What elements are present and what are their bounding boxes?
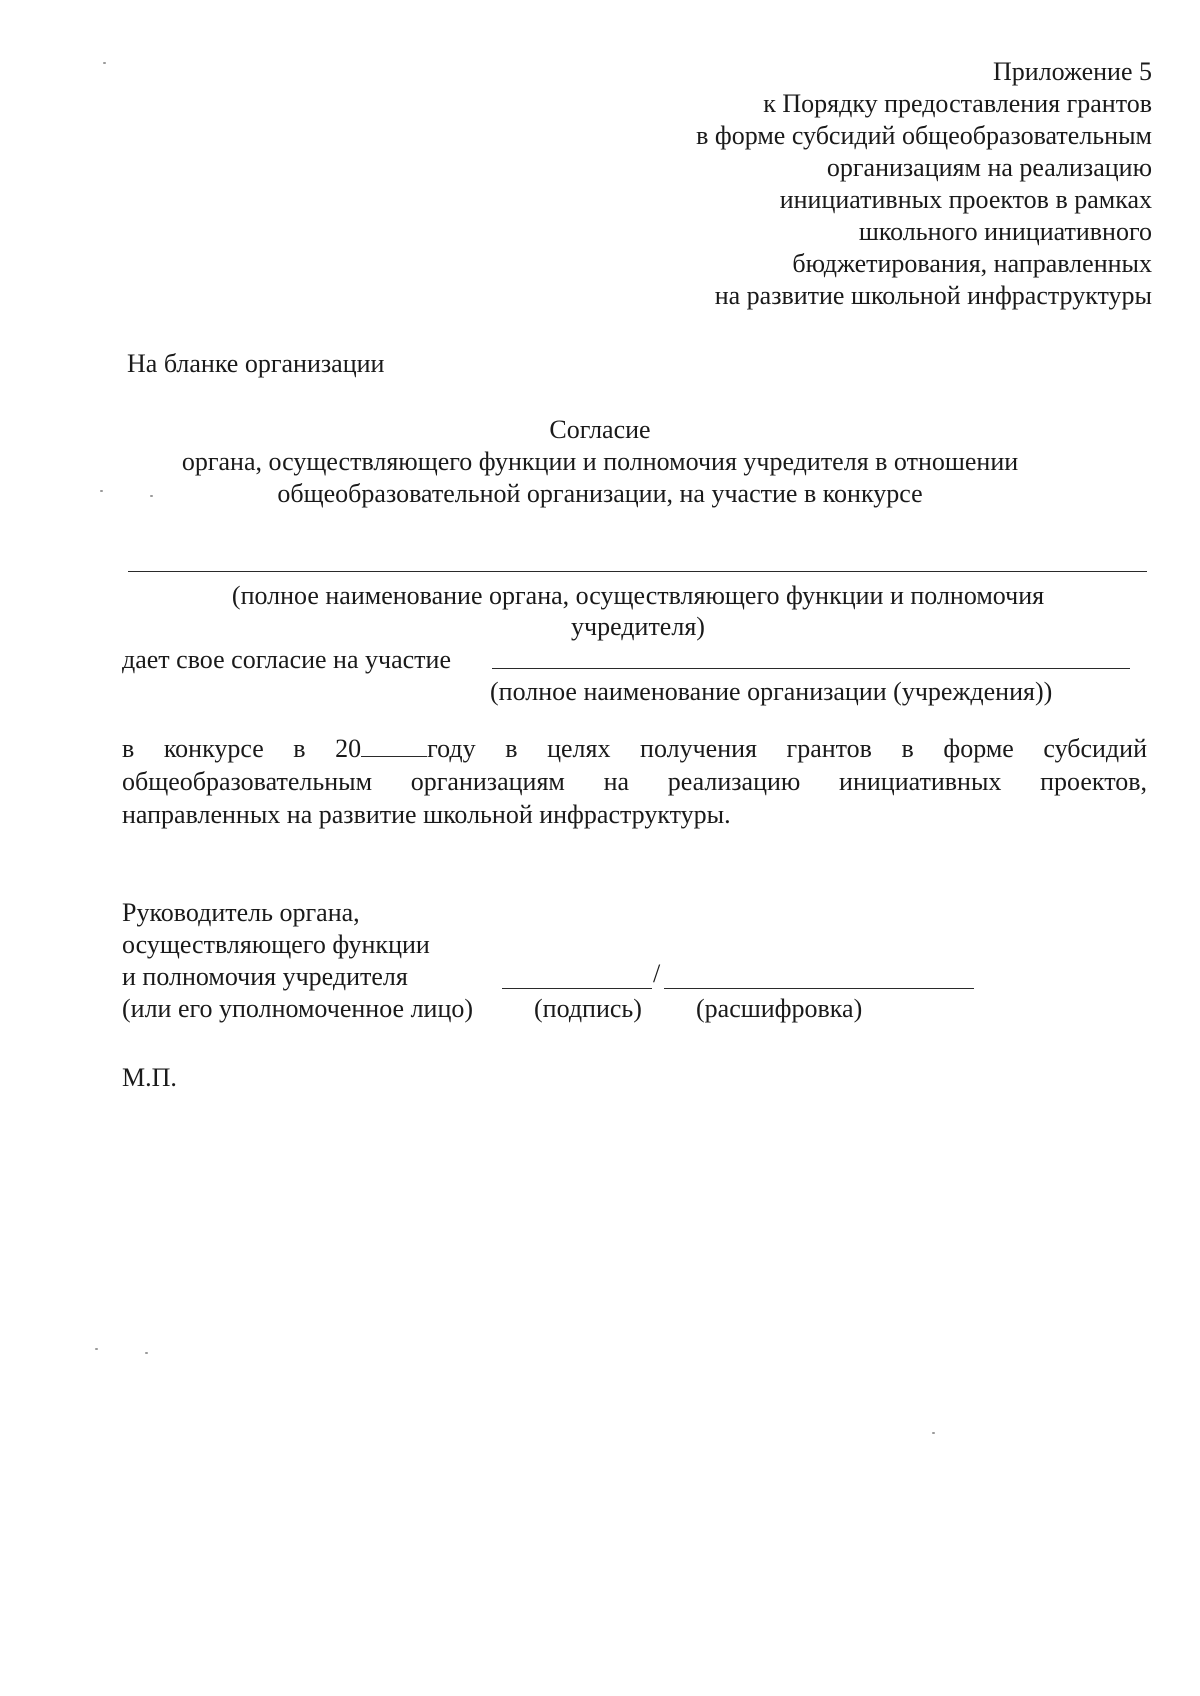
scan-speck (95, 1348, 98, 1350)
signature-separator: / (653, 959, 661, 988)
scan-speck (145, 1352, 148, 1354)
letterhead-note: На бланке организации (127, 349, 385, 378)
signature-label-line1: Руководитель органа, (122, 898, 360, 927)
appendix-line: в форме субсидий общеобразовательным (696, 121, 1152, 150)
stamp-place-label: М.П. (122, 1063, 177, 1092)
appendix-line: инициативных проектов в рамках (779, 185, 1152, 214)
scan-speck (150, 495, 153, 497)
appendix-line: бюджетирования, направленных (792, 249, 1152, 278)
paragraph-line-1 (122, 732, 1147, 765)
organization-caption: (полное наименование организации (учреждения)) (490, 677, 1053, 706)
signature-field-line (502, 988, 652, 989)
founder-caption-line2: учредителя) (571, 612, 705, 641)
signature-caption: (подпись) (534, 994, 642, 1023)
decode-caption: (расшифровка) (696, 994, 863, 1023)
founder-name-field-line (128, 571, 1147, 572)
document-title: Согласие (549, 415, 651, 444)
appendix-line: организациям на реализацию (826, 153, 1152, 182)
document-subtitle-line1: органа, осуществляющего функции и полномочия учредителя в отношении (181, 447, 1019, 476)
scan-speck (932, 1432, 935, 1434)
appendix-line: школьного инициативного (858, 217, 1152, 246)
scan-speck (103, 62, 106, 64)
founder-caption-line1: (полное наименование органа, осуществляющего функции и полномочия (231, 581, 1045, 610)
signature-label-line2: осуществляющего функции (122, 930, 430, 959)
appendix-header (512, 56, 1152, 312)
paragraph-line-3: направленных на развитие школьной инфраструктуры. (122, 800, 731, 829)
year-blank-field (361, 732, 427, 757)
consent-paragraph (122, 732, 1147, 831)
appendix-line: Приложение 5 (992, 57, 1152, 86)
signature-label-line3: и полномочия учредителя (122, 962, 408, 991)
paragraph-text: году в целях получения грантов в форме субсидий (427, 734, 1147, 763)
signature-label-line4: (или его уполномоченное лицо) (122, 994, 474, 1023)
consent-text: дает свое согласие на участие (122, 645, 451, 674)
appendix-line: к Порядку предоставления грантов (763, 89, 1152, 118)
document-subtitle-line2: общеобразовательной организации, на участие в конкурсе (277, 479, 923, 508)
decode-field-line (664, 988, 974, 989)
paragraph-line-2: общеобразовательным организациям на реализацию инициативных проектов, (122, 767, 1147, 796)
organization-name-field-line (492, 668, 1130, 669)
scan-speck (100, 490, 103, 492)
appendix-line: на развитие школьной инфраструктуры (714, 281, 1152, 310)
paragraph-text: в конкурсе в 20 (122, 734, 362, 763)
